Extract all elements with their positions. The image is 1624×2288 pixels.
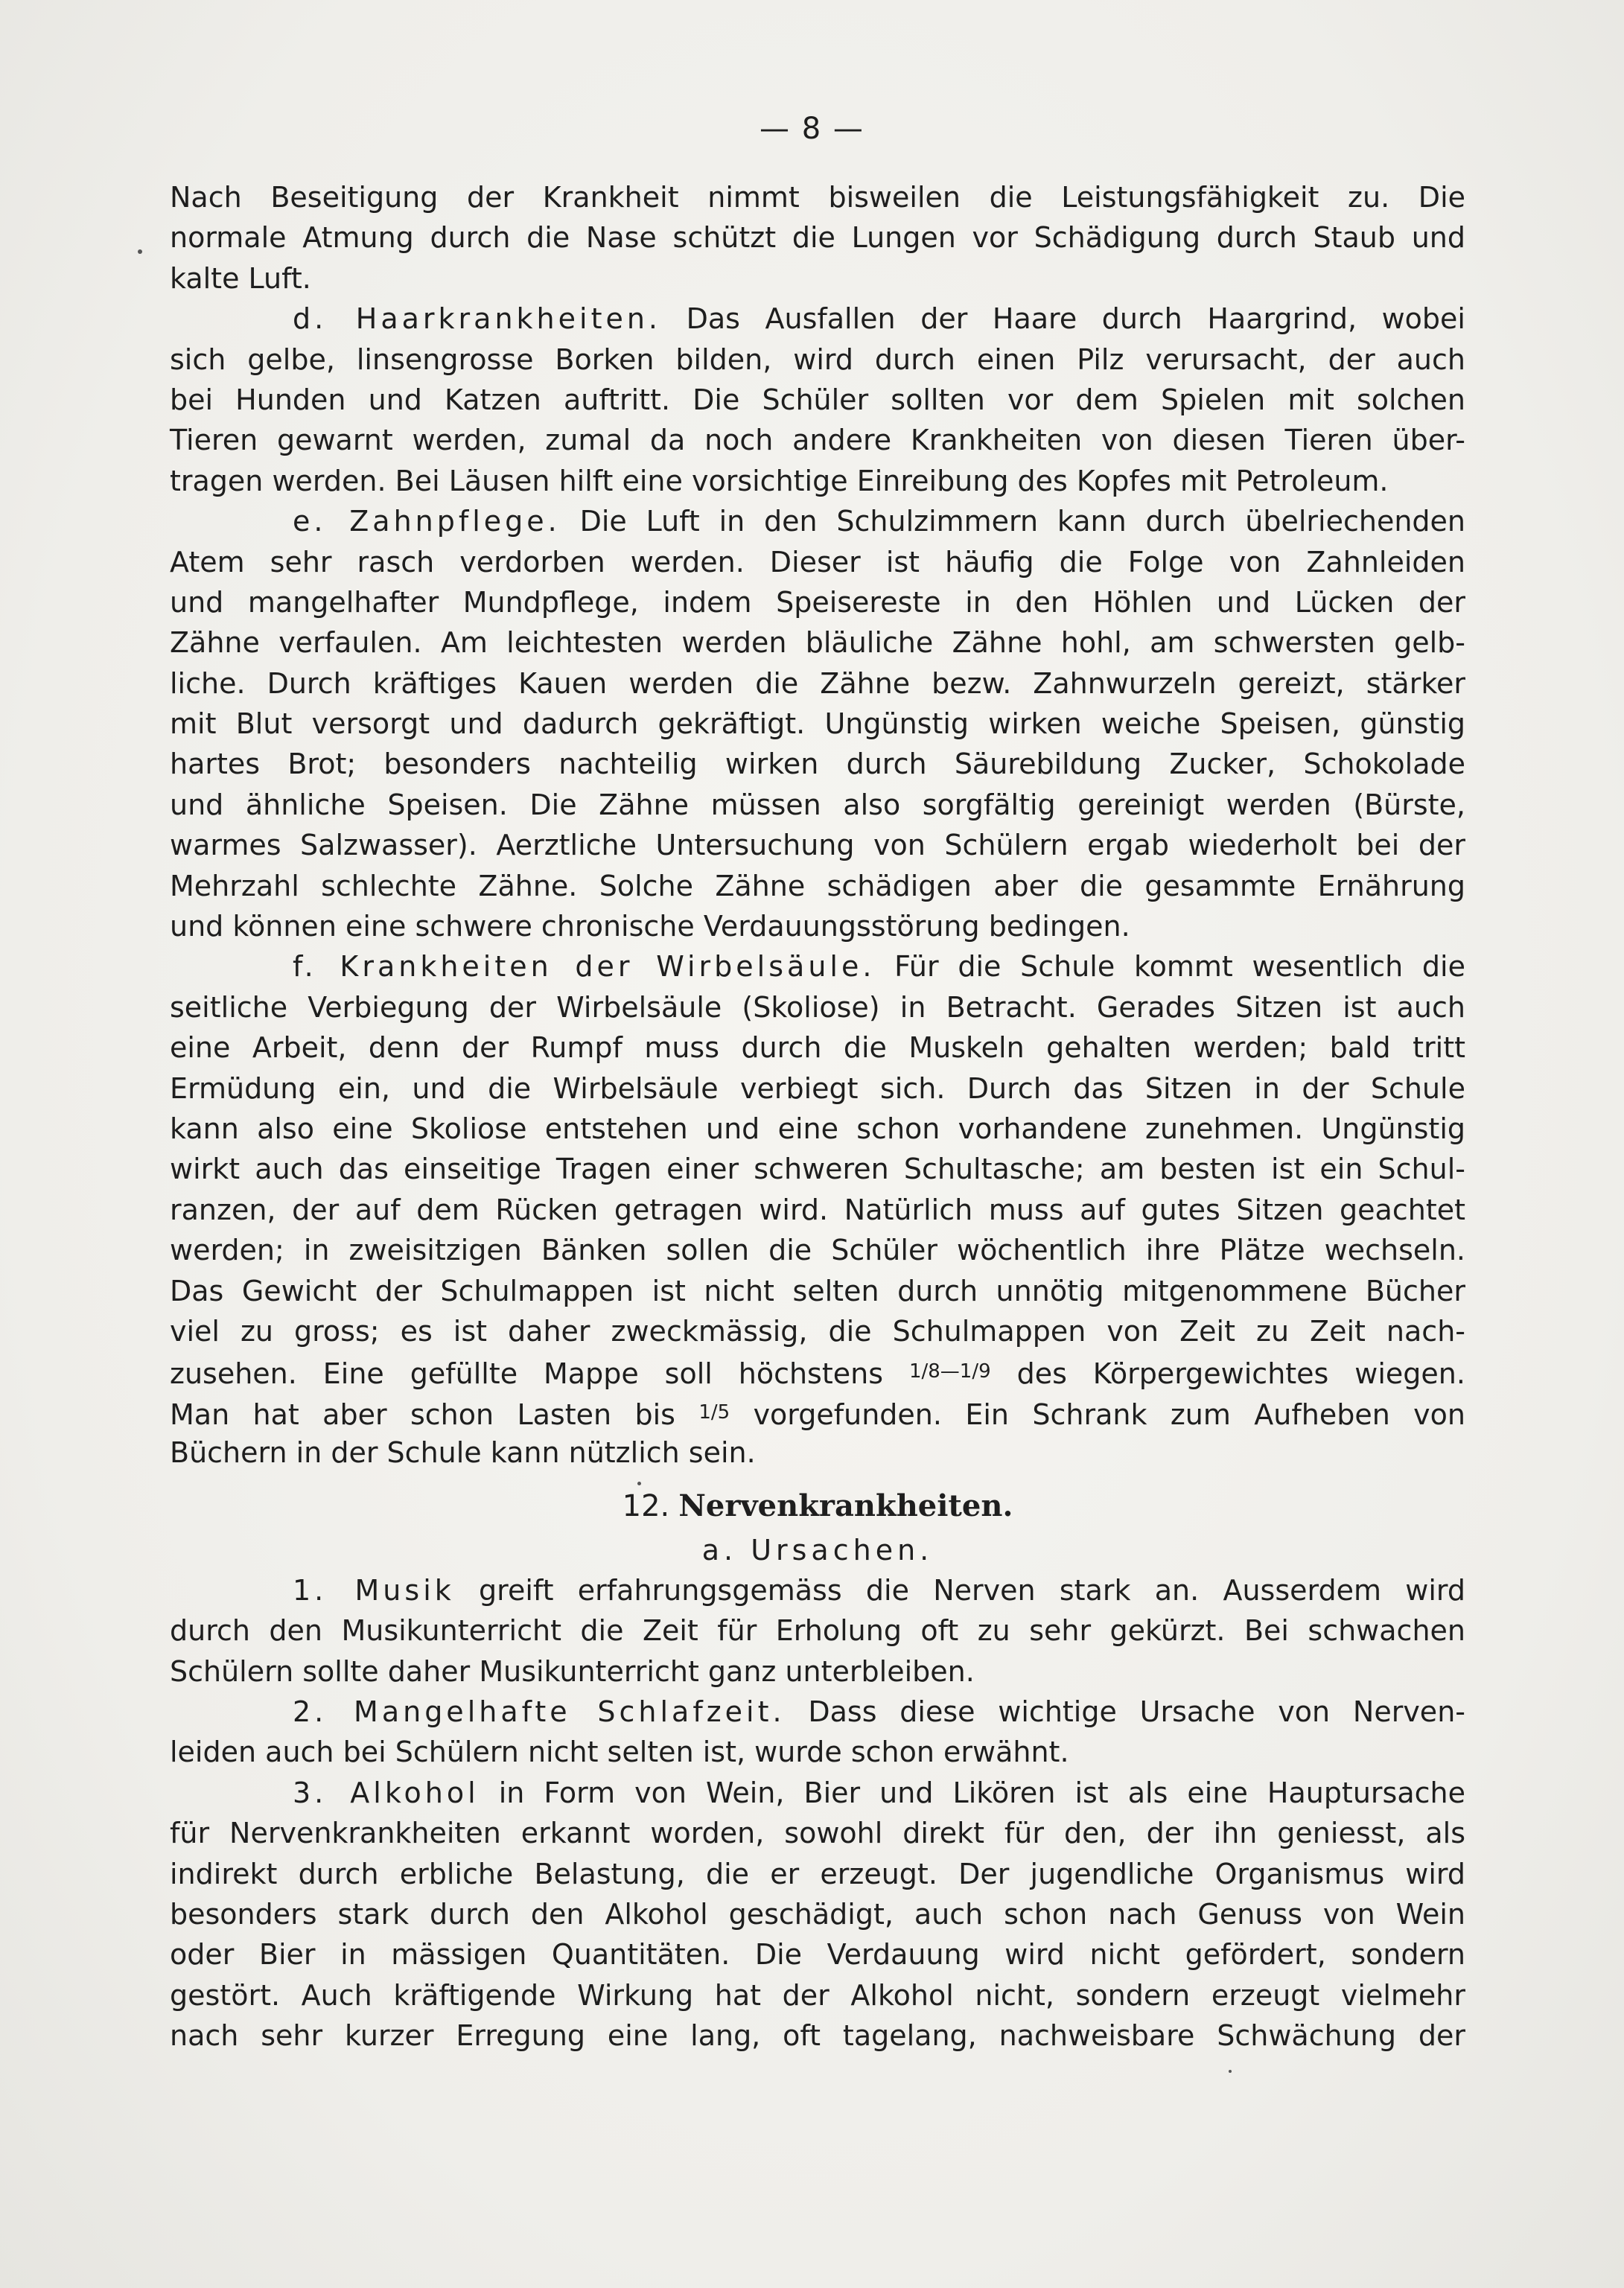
text-line: besonders stark durch den Alkohol geschädigt, auch schon nach Genuss von Wein [170,1898,1465,1931]
fraction: 1/5 [698,1400,730,1424]
paragraph-text: Die Luft in den Schulzimmern kann durch übelriechenden [579,505,1465,538]
text-fragment: Man hat aber schon Lasten bis [170,1398,675,1431]
scan-speck [1229,2070,1232,2073]
item-text: in Form von Wein, Bier und Likören ist als eine Hauptursache [498,1776,1465,1809]
fraction: 1/8—1/9 [908,1360,991,1383]
text-line: Zähne verfaulen. Am leichtesten werden bläuliche Zähne hohl, am schwersten gelb- [170,626,1465,660]
text-line: und können eine schwere chronische Verdauungsstörung bedingen. [170,910,1130,943]
paragraph-label: f. Krankheiten der Wirbelsäule. [293,950,876,984]
item-first-line [170,1692,1465,1732]
paragraph-first-line [170,501,1465,541]
text-line: leiden auch bei Schülern nicht selten ist, wurde schon erwähnt. [170,1736,1069,1769]
text-line: Tieren gewarnt werden, zumal da noch andere Krankheiten von diesen Tieren über- [170,424,1465,457]
text-line: nach sehr kurzer Erregung eine lang, oft tagelang, nachweisbare Schwächung der [170,2019,1465,2053]
text-line-with-fraction [170,1351,1465,1392]
text-line: tragen werden. Bei Läusen hilft eine vorsichtige Einreibung des Kopfes mit Petroleum. [170,464,1389,497]
item-first-line [170,1570,1465,1610]
section-heading [170,1482,1465,1530]
text-line: normale Atmung durch die Nase schützt die Lungen vor Schädigung durch Staub und [170,221,1465,255]
text-fragment: des Körpergewichtes wiegen. [1016,1357,1465,1391]
text-line: viel zu gross; es ist daher zweckmässig, die Schulmappen von Zeit zu Zeit nach- [170,1314,1465,1348]
paragraph-label: d. Haarkrankheiten. [293,302,662,336]
text-line: seitliche Verbiegung der Wirbelsäule (Skoliose) in Betracht. Gerades Sitzen ist auch [170,990,1465,1024]
text-line: liche. Durch kräftiges Kauen werden die Zähne bezw. Zahnwurzeln gereizt, stärker [170,666,1465,700]
section-number: 12. [622,1488,670,1523]
paragraph-text: Für die Schule kommt wesentlich die [894,950,1465,984]
text-line: Büchern in der Schule kann nützlich sein. [170,1436,756,1470]
paragraph-label: e. Zahnpflege. [293,505,561,538]
text-line: Das Gewicht der Schulmappen ist nicht selten durch unnötig mitgenommene Bücher [170,1274,1465,1307]
sub-heading: a. Ursachen. [701,1533,934,1567]
text-line: hartes Brot; besonders nachteilig wirken durch Säurebildung Zucker, Schokolade [170,748,1465,781]
text-line-with-fraction [170,1392,1465,1433]
item-text: Dass diese wichtige Ursache von Nerven- [808,1695,1465,1729]
text-line: bei Hunden und Katzen auftritt. Die Schüler sollten vor dem Spielen mit solchen [170,383,1465,416]
text-line: kalte Luft. [170,261,311,295]
text-line: Schülern sollte daher Musikunterricht ganz unterbleiben. [170,1654,975,1688]
text-line: oder Bier in mässigen Quantitäten. Die Verdauung wird nicht gefördert, sondern [170,1938,1465,1972]
text-line: durch den Musikunterricht die Zeit für Erholung oft zu sehr gekürzt. Bei schwachen [170,1614,1465,1648]
text-fragment: vorgefunden. Ein Schrank zum Aufheben von [753,1398,1465,1431]
page-number: — 8 — [760,112,864,146]
scan-speck [138,249,142,254]
paragraph-first-line [170,299,1465,339]
item-text: greift erfahrungsgemäss die Nerven stark an. Ausserdem wird [479,1573,1465,1607]
text-line: wirkt auch das einseitige Tragen einer schweren Schultasche; am besten ist ein Schul- [170,1153,1465,1186]
paragraph-first-line [170,946,1465,987]
text-line: kann also eine Skoliose entstehen und eine schon vorhandene zunehmen. Ungünstig [170,1112,1465,1145]
text-line: mit Blut versorgt und dadurch gekräftigt. Ungünstig wirken weiche Speisen, günstig [170,707,1465,741]
text-line: eine Arbeit, denn der Rumpf muss durch die Muskeln gehalten werden; bald tritt [170,1031,1465,1065]
text-line: Ermüdung ein, und die Wirbelsäule verbiegt sich. Durch das Sitzen in der Schule [170,1071,1465,1105]
text-line: werden; in zweisitzigen Bänken sollen die Schüler wöchentlich ihre Plätze wechseln. [170,1234,1465,1267]
item-label: 2. Mangelhafte Schlafzeit. [293,1695,786,1729]
paragraph-text: Das Ausfallen der Haare durch Haargrind, wobei [686,302,1465,336]
text-line: für Nervenkrankheiten erkannt worden, sowohl direkt für den, der ihn geniesst, als [170,1817,1465,1850]
text-line: gestört. Auch kräftigende Wirkung hat der Alkohol nicht, sondern erzeugt vielmehr [170,1978,1465,2012]
body-text [170,177,1465,2056]
section-title: Nervenkrankheiten. [678,1488,1013,1523]
text-line: Atem sehr rasch verdorben werden. Dieser ist häufig die Folge von Zahnleiden [170,545,1465,579]
text-line: Mehrzahl schlechte Zähne. Solche Zähne schädigen aber die gesammte Ernährung [170,869,1465,902]
item-label: 3. Alkohol [293,1776,480,1809]
text-line: indirekt durch erbliche Belastung, die er erzeugt. Der jugendliche Organismus wird [170,1857,1465,1890]
text-line: ranzen, der auf dem Rücken getragen wird. Natürlich muss auf gutes Sitzen geachtet [170,1193,1465,1226]
text-line: und mangelhafter Mundpflege, indem Speisereste in den Höhlen und Lücken der [170,585,1465,619]
item-first-line [170,1773,1465,1813]
scan-speck [637,1482,641,1485]
text-fragment: zusehen. Eine gefüllte Mappe soll höchstens [170,1357,884,1391]
text-line: Nach Beseitigung der Krankheit nimmt bisweilen die Leistungsfähigkeit zu. Die [170,181,1465,214]
item-label: 1. Musik [293,1573,455,1607]
text-line: sich gelbe, linsengrosse Borken bilden, wird durch einen Pilz verursacht, der auch [170,342,1465,376]
text-line: warmes Salzwasser). Aerztliche Untersuchung von Schülern ergab wiederholt bei der [170,829,1465,862]
text-line: und ähnliche Speisen. Die Zähne müssen also sorgfältig gereinigt werden (Bürste, [170,788,1465,821]
